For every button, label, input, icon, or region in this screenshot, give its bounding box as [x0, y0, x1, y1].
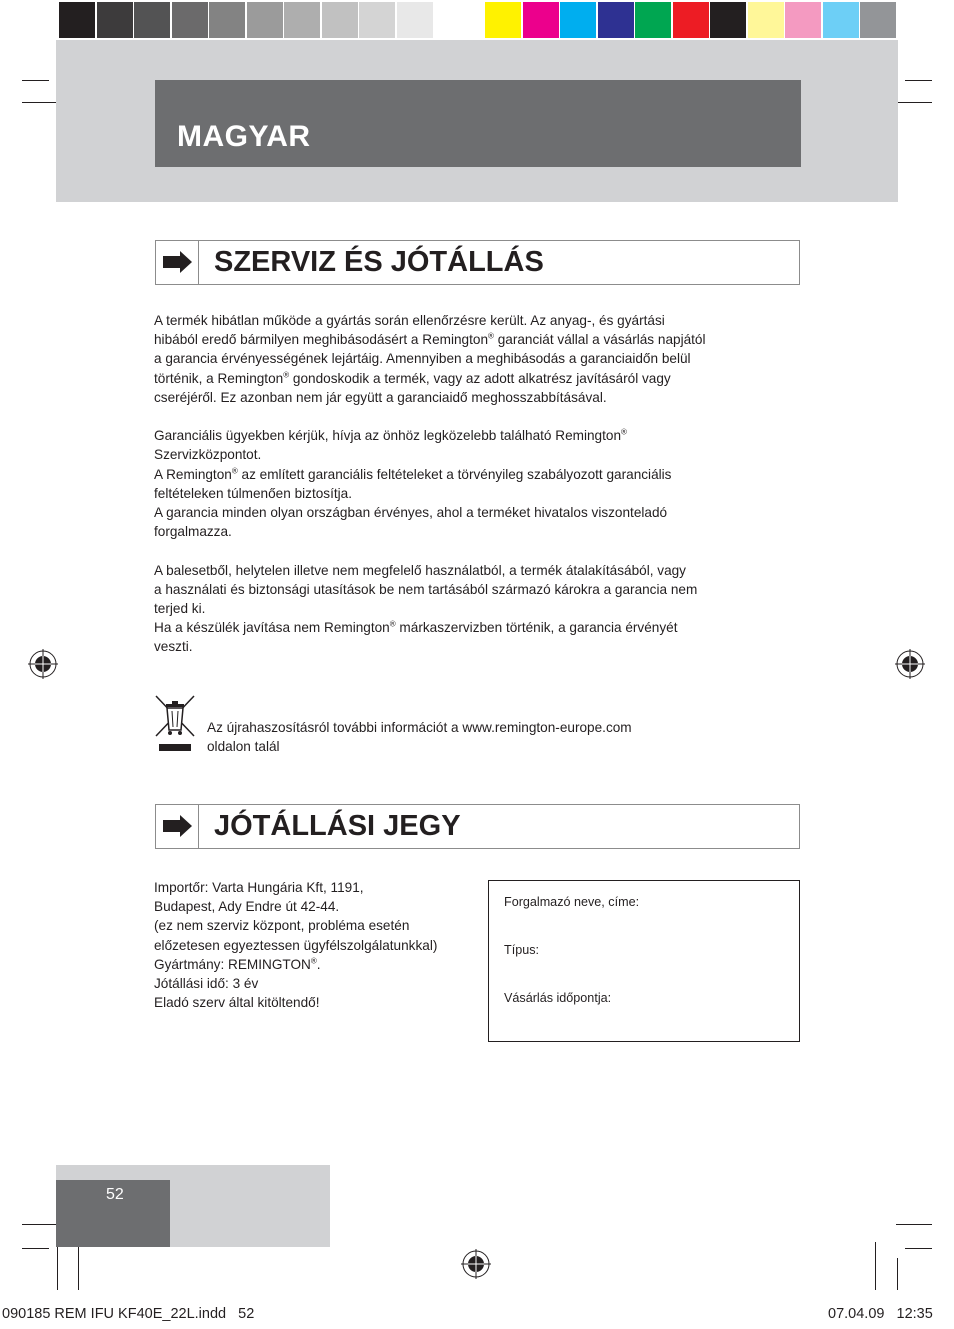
color-swatch — [785, 2, 821, 38]
color-swatch — [710, 2, 746, 38]
text-line: Gyártmány: REMINGTON®. — [154, 956, 321, 972]
warranty-text — [154, 311, 774, 657]
form-label-type: Típus: — [504, 943, 539, 957]
language-title: MAGYAR — [177, 120, 311, 153]
text-line: Ha a készülék javítása nem Remington® márkaszervizben történik, a garancia érvényét — [154, 619, 678, 636]
arrow-right-icon — [156, 805, 198, 848]
color-swatch — [748, 2, 784, 38]
color-swatch — [59, 2, 95, 38]
crop-mark — [905, 1248, 932, 1249]
text-line: A balesetből, helytelen illetve nem megfelelő használatból, a termék átalakításából, vagy — [154, 562, 686, 578]
recycling-info — [207, 718, 727, 756]
crop-mark — [896, 1224, 932, 1225]
crop-mark — [905, 80, 932, 81]
form-label-distributor: Forgalmazó neve, címe: — [504, 895, 640, 909]
crop-mark — [897, 1258, 898, 1290]
text-line: Garanciális ügyekben kérjük, hívja az önhöz legközelebb található Remington® — [154, 427, 627, 444]
text-line: A Remington® az említett garanciális feltételeket a törvényileg szabályozott garanciális — [154, 466, 672, 482]
registration-mark-icon — [28, 649, 58, 679]
color-swatch — [134, 2, 170, 38]
color-swatch — [523, 2, 559, 38]
registration-mark-icon — [461, 1249, 491, 1279]
color-swatch — [434, 2, 470, 38]
text-line: A garancia minden olyan országban érvényes, ahol a terméket hivatalos viszonteladó — [154, 505, 668, 521]
page-number: 52 — [106, 1186, 124, 1203]
color-swatch — [284, 2, 320, 38]
arrow-cell — [156, 241, 199, 284]
crop-mark — [875, 1242, 876, 1290]
color-swatch — [359, 2, 395, 38]
color-swatch — [860, 2, 896, 38]
color-swatch — [247, 2, 283, 38]
section-heading-warranty-card — [155, 804, 800, 849]
crop-mark — [22, 1224, 59, 1225]
text-line: cseréjéről. Ez azonban nem jár együtt a garanciaidő meghosszabbításával. — [154, 389, 607, 405]
text-line: forgalmazza. — [154, 524, 232, 540]
text-line: a garancia érvényességének lejártáig. Amennyiben a meghibásodás a garanciaidőn belül — [154, 351, 691, 367]
crop-mark — [22, 1248, 49, 1249]
color-swatch — [209, 2, 245, 38]
color-swatch — [485, 2, 521, 38]
color-swatch — [560, 2, 596, 38]
weee-crossed-bin-icon — [155, 694, 195, 754]
text-line: terjed ki. — [154, 601, 206, 617]
section-heading-warranty — [155, 240, 800, 285]
text-line: előzetesen egyeztessen ügyfélszolgálatunkkal) — [154, 937, 438, 953]
color-swatch — [673, 2, 709, 38]
text-line: Importőr: Varta Hungária Kft, 1191, — [154, 880, 364, 895]
section-title: JÓTÁLLÁSI JEGY — [214, 810, 461, 842]
text-line: (ez nem szerviz központ, probléma esetén — [154, 918, 410, 934]
text-line: oldalon talál — [207, 739, 280, 755]
text-line: Eladó szerv által kitöltendő! — [154, 995, 320, 1011]
text-line: feltételeken túlmenően biztosítja. — [154, 485, 352, 501]
importer-info — [154, 878, 484, 1012]
text-line: veszti. — [154, 639, 193, 655]
warranty-form-box — [488, 880, 800, 1042]
text-line: történik, a Remington® gondoskodik a termék, vagy az adott alkatrész javításáról vagy — [154, 370, 671, 386]
crop-mark — [22, 102, 59, 103]
text-line: Szervizközpontot. — [154, 447, 262, 463]
color-swatch — [322, 2, 358, 38]
text-line: Budapest, Ady Endre út 42-44. — [154, 899, 340, 915]
process-color-bar — [485, 2, 898, 38]
text-line: a használati és biztonsági utasítások be nem tartásából származó károkra a garancia nem — [154, 581, 698, 597]
slug-date-time: 07.04.09 12:35 — [828, 1306, 933, 1322]
arrow-right-icon — [156, 241, 198, 284]
text-line: Az újrahaszosításról további információt a www.remington-europe.com — [207, 720, 632, 735]
section-title: SZERVIZ ÉS JÓTÁLLÁS — [214, 246, 544, 278]
color-swatch — [823, 2, 859, 38]
color-swatch — [635, 2, 671, 38]
color-swatch — [397, 2, 433, 38]
arrow-cell — [156, 805, 199, 848]
grayscale-color-bar — [59, 2, 472, 38]
crop-mark — [896, 102, 932, 103]
text-line: Jótállási idő: 3 év — [154, 976, 259, 992]
slug-file-info: 090185 REM IFU KF40E_22L.indd 52 — [2, 1306, 255, 1322]
form-label-purchase-date: Vásárlás időpontja: — [504, 991, 612, 1005]
crop-mark — [22, 80, 49, 81]
text-line: hibából eredő bármilyen meghibásodásért a Remington® garanciát vállal a vásárlás napjától — [154, 331, 706, 348]
registration-mark-icon — [895, 649, 925, 679]
color-swatch — [172, 2, 208, 38]
color-swatch — [97, 2, 133, 38]
color-swatch — [598, 2, 634, 38]
text-line: A termék hibátlan működe a gyártás során ellenőrzésre került. Az anyag-, és gyártási — [154, 313, 665, 328]
